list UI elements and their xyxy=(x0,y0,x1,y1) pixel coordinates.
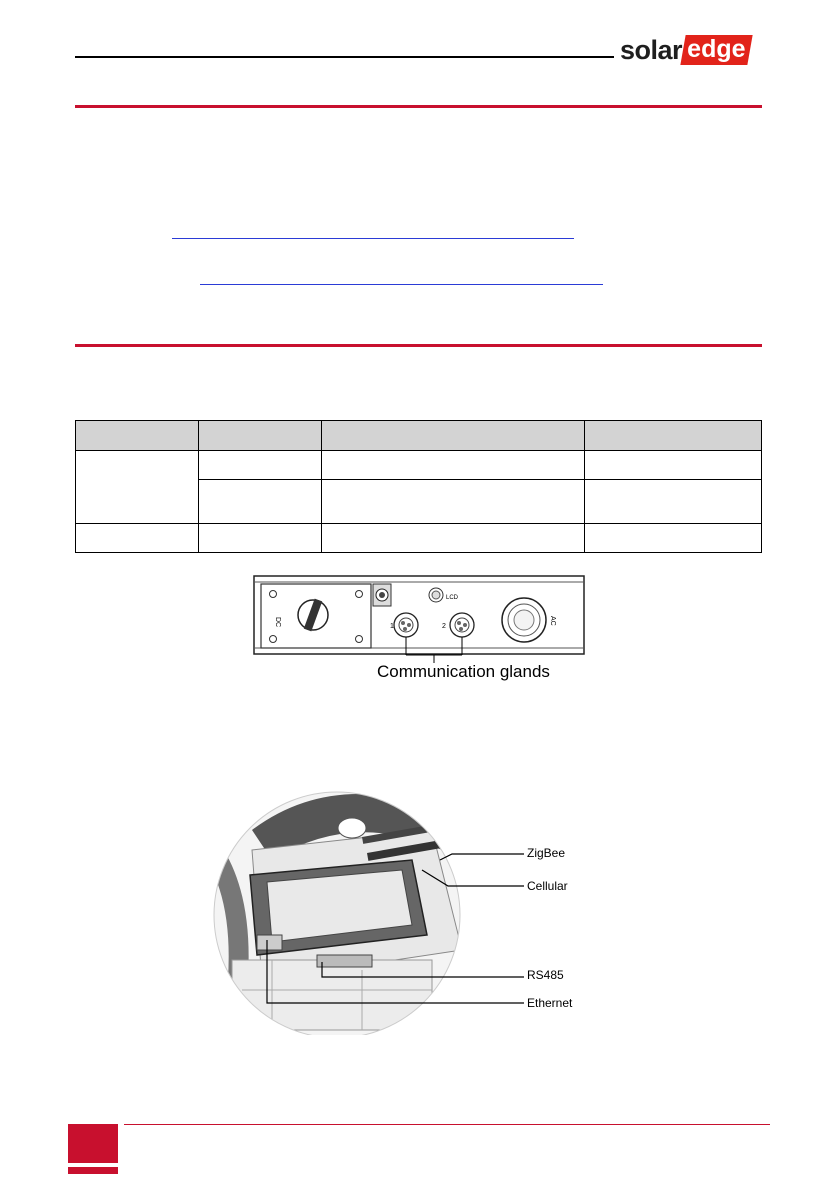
gland1-label: 1 xyxy=(390,623,394,630)
link-underline-2[interactable] xyxy=(200,284,603,285)
table-header-cell xyxy=(585,421,762,451)
table-cell xyxy=(321,480,585,524)
table-cell xyxy=(321,451,585,480)
cellular-callout: Cellular xyxy=(527,879,568,893)
solaredge-logo xyxy=(620,33,750,67)
section-rule-1 xyxy=(75,105,762,108)
link-underline-1[interactable] xyxy=(172,238,574,239)
table-header-cell xyxy=(198,421,321,451)
table-header-cell xyxy=(321,421,585,451)
ethernet-callout: Ethernet xyxy=(527,996,573,1010)
footer-rule xyxy=(124,1124,770,1125)
dc-label: DC xyxy=(274,617,281,628)
table-cell xyxy=(198,451,321,480)
logo-solar-text: solar xyxy=(620,34,683,65)
lcd-label: LCD xyxy=(446,595,459,601)
table-cell xyxy=(198,524,321,553)
spec-table xyxy=(75,420,762,553)
rs485-callout: RS485 xyxy=(527,968,564,982)
table-cell xyxy=(76,524,199,553)
inverter-bottom-figure xyxy=(253,573,585,688)
table-cell xyxy=(585,480,762,524)
communication-board-figure xyxy=(212,790,602,1035)
logo-edge-text: edge xyxy=(687,35,746,63)
section-rule-2 xyxy=(75,344,762,347)
table-cell xyxy=(585,451,762,480)
table-row xyxy=(76,451,762,480)
footer-square-band xyxy=(68,1163,118,1167)
logo-edge-box xyxy=(680,35,753,65)
table-cell xyxy=(198,480,321,524)
table-cell xyxy=(76,451,199,524)
header-rule xyxy=(75,56,614,58)
zigbee-callout: ZigBee xyxy=(527,846,566,860)
table-header-row xyxy=(76,421,762,451)
communication-glands-label: Communication glands xyxy=(377,662,550,681)
gland2-label: 2 xyxy=(442,623,446,630)
table-cell xyxy=(585,524,762,553)
ac-label: AC xyxy=(549,616,556,626)
table-header-cell xyxy=(76,421,199,451)
table-row xyxy=(76,524,762,553)
table-cell xyxy=(321,524,585,553)
